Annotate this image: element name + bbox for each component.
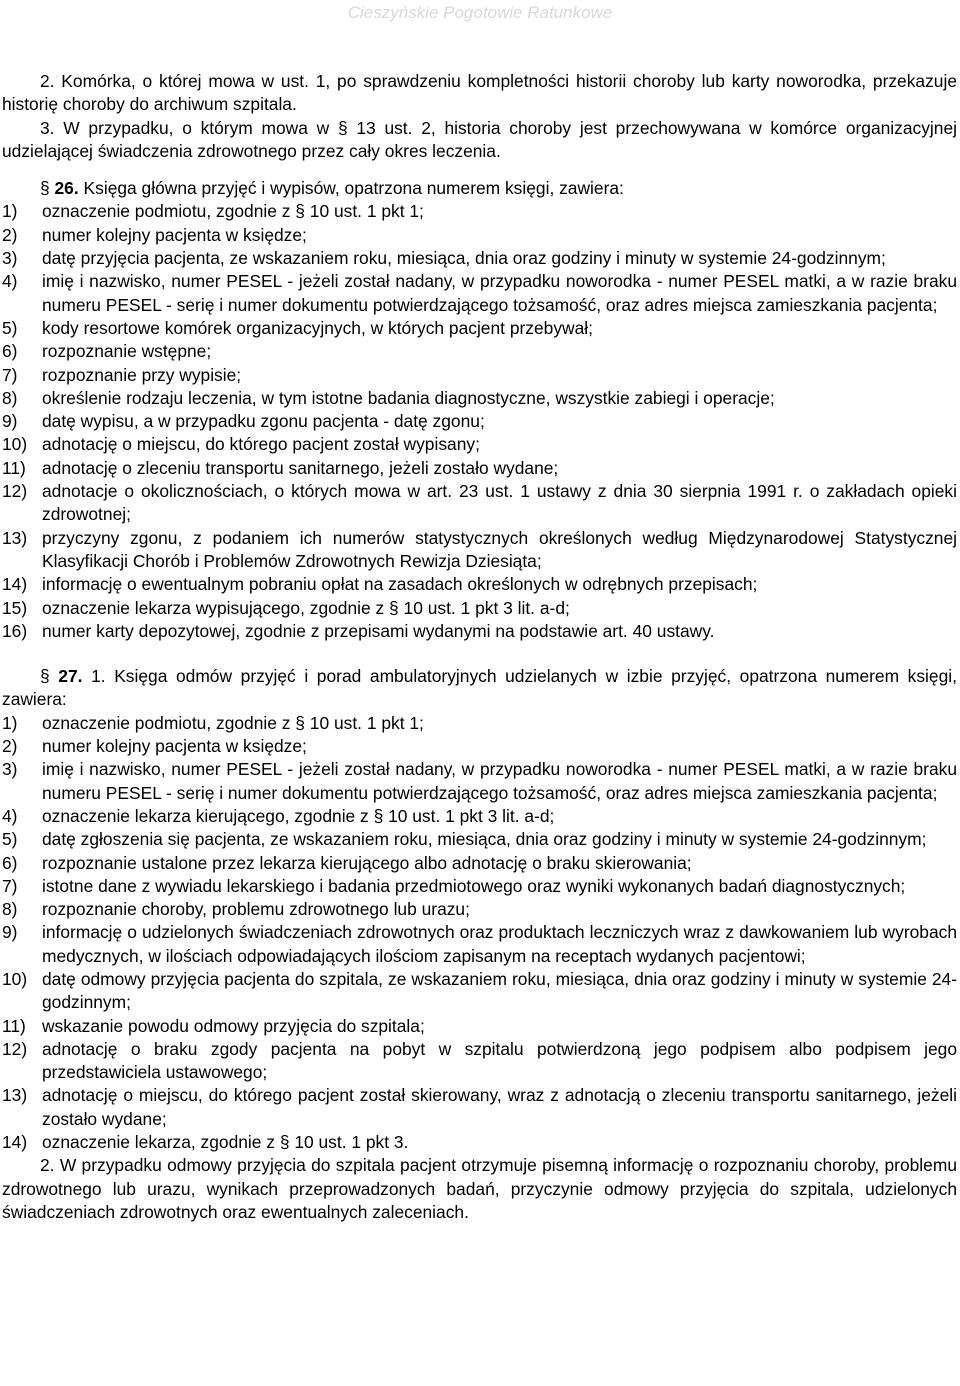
list-item	[2, 620, 957, 643]
section-26-heading	[2, 177, 957, 200]
list-item-number: 12)	[2, 1038, 28, 1059]
list-item-number: 15)	[2, 597, 28, 618]
list-item	[2, 852, 957, 875]
list-item-text: datę odmowy przyjęcia pacjenta do szpitala, ze wskazaniem roku, miesiąca, dnia oraz godziny i minuty w systemie 24-godzinnym;	[42, 968, 957, 1013]
intro-paragraph-2: 2. Komórka, o której mowa w ust. 1, po sprawdzeniu kompletności historii choroby lub karty noworodka, przekazuje historię choroby do archiwum szpitala.	[2, 71, 957, 115]
list-item-text: istotne dane z wywiadu lekarskiego i badania przedmiotowego oraz wyniki wykonanych badań diagnostycznych;	[42, 875, 906, 896]
list-item-number: 8)	[2, 899, 18, 920]
list-item-text: oznaczenie podmiotu, zgodnie z § 10 ust. 1 pkt 1;	[42, 201, 424, 222]
list-item-number: 16)	[2, 620, 28, 641]
list-item-text: rozpoznanie wstępne;	[42, 341, 212, 362]
list-item	[2, 735, 957, 758]
section-sign: §	[40, 178, 50, 199]
list-item-number: 4)	[2, 805, 18, 826]
list-item	[2, 480, 957, 527]
section-27-list	[2, 712, 957, 1155]
list-item	[2, 597, 957, 620]
list-item-number: 13)	[2, 1085, 28, 1106]
section-26-list	[2, 200, 957, 643]
list-item-number: 14)	[2, 1132, 28, 1153]
list-item	[2, 1015, 957, 1038]
list-item	[2, 898, 957, 921]
list-item	[2, 968, 957, 1015]
list-item-text: przyczyny zgonu, z podaniem ich numerów statystycznych określonych według Międzynarodowej Statystycznej Klasyfikacji Chorób i Problemów Zdrowotnych Rewizja Dziesiąta;	[42, 527, 957, 571]
list-item-text: adnotację o miejscu, do którego pacjent został skierowany, wraz z adnotacją o zleceniu transportu sanitarnego, jeżeli zostało wydane;	[42, 1085, 957, 1129]
list-item-text: numer kolejny pacjenta w księdze;	[42, 224, 307, 245]
list-item-number: 11)	[2, 457, 26, 478]
list-item-number: 6)	[2, 852, 18, 873]
list-item-number: 9)	[2, 411, 18, 432]
list-item-number: 10)	[2, 968, 28, 989]
list-item-text: określenie rodzaju leczenia, w tym istotne badania diagnostyczne, wszystkie zabiegi i operacje;	[42, 387, 775, 408]
watermark: Cieszyńskie Pogotowie Ratunkowe	[347, 3, 613, 22]
list-item-number: 3)	[2, 759, 18, 780]
list-item	[2, 410, 957, 433]
list-item-text: informację o udzielonych świadczeniach zdrowotnych oraz produktach leczniczych wraz z dawkowaniem lub wyrobach medycznych, w ilościach odpowiadających ilościom zapisanym na receptach wydanych pacjentowi;	[42, 922, 957, 966]
list-item-text: adnotację o braku zgody pacjenta na pobyt w szpitalu potwierdzoną jego podpisem albo podpisem jego przedstawiciela ustawowego;	[42, 1038, 957, 1083]
list-item-number: 1)	[2, 712, 18, 733]
section-sign: §	[40, 666, 50, 687]
list-item-text: oznaczenie lekarza wypisującego, zgodnie z § 10 ust. 1 pkt 3 lit. a-d;	[42, 597, 570, 618]
list-item-text: wskazanie powodu odmowy przyjęcia do szpitala;	[42, 1015, 425, 1036]
list-item-number: 7)	[2, 364, 18, 385]
section-27-closing: 2. W przypadku odmowy przyjęcia do szpitala pacjent otrzymuje pisemną informację o rozpoznaniu choroby, problemu zdrowotnego lub urazu, wynikach przeprowadzonych badań, przyczynie odmowy przyjęcia do szpitala, udzielonych świadczeniach zdrowotnych oraz ewentualnych zaleceniach.	[2, 1155, 957, 1222]
list-item-number: 1)	[2, 201, 18, 222]
list-item-text: adnotacje o okolicznościach, o których mowa w art. 23 ust. 1 ustawy z dnia 30 sierpnia 1991 r. o zakładach opieki zdrowotnej;	[42, 481, 957, 525]
list-item	[2, 828, 957, 851]
list-item	[2, 573, 957, 596]
list-item	[2, 875, 957, 898]
list-item	[2, 317, 957, 340]
list-item	[2, 200, 957, 223]
list-item-text: oznaczenie podmiotu, zgodnie z § 10 ust. 1 pkt 1;	[42, 712, 424, 733]
list-item	[2, 340, 957, 363]
list-item-text: datę zgłoszenia się pacjenta, ze wskazaniem roku, miesiąca, dnia oraz godziny i minuty w systemie 24-godzinnym;	[42, 829, 927, 850]
list-item-text: rozpoznanie choroby, problemu zdrowotnego lub urazu;	[42, 899, 470, 920]
list-item	[2, 433, 957, 456]
list-item-number: 14)	[2, 574, 28, 595]
list-item-text: datę przyjęcia pacjenta, ze wskazaniem roku, miesiąca, dnia oraz godziny i minuty w systemie 24-godzinnym;	[42, 248, 886, 269]
section-number: 26.	[54, 178, 79, 199]
list-item-number: 5)	[2, 317, 18, 338]
list-item	[2, 247, 957, 270]
list-item-text: rozpoznanie przy wypisie;	[42, 364, 242, 385]
list-item	[2, 1131, 957, 1154]
section-heading-text: 1. Księga odmów przyjęć i porad ambulatoryjnych udzielanych w izbie przyjęć, opatrzona numerem księgi, zawiera:	[2, 666, 957, 710]
intro-paragraph-3: 3. W przypadku, o którym mowa w § 13 ust. 2, historia choroby jest przechowywana w komórce organizacyjnej udzielającej świadczenia zdrowotnego przez cały okres leczenia.	[2, 117, 957, 161]
list-item-text: imię i nazwisko, numer PESEL - jeżeli został nadany, w przypadku noworodka - numer PESEL matki, a w razie braku numeru PESEL - serię i numer dokumentu potwierdzającego tożsamość, oraz adres miejsca zamieszkania pacjenta;	[42, 759, 957, 803]
list-item	[2, 1084, 957, 1131]
list-item-text: datę wypisu, a w przypadku zgonu pacjenta - datę zgonu;	[42, 411, 485, 432]
list-item	[2, 527, 957, 574]
list-item	[2, 758, 957, 805]
list-item	[2, 712, 957, 735]
list-item-number: 6)	[2, 341, 18, 362]
list-item	[2, 387, 957, 410]
list-item-text: oznaczenie lekarza, zgodnie z § 10 ust. 1 pkt 3.	[42, 1132, 409, 1153]
list-item-text: kody resortowe komórek organizacyjnych, w których pacjent przebywał;	[42, 317, 593, 338]
list-item-number: 8)	[2, 387, 18, 408]
list-item-text: numer kolejny pacjenta w księdze;	[42, 736, 307, 757]
section-27-heading	[2, 665, 957, 712]
list-item	[2, 364, 957, 387]
list-item-text: rozpoznanie ustalone przez lekarza kierującego albo adnotację o braku skierowania;	[42, 852, 692, 873]
list-item-number: 10)	[2, 434, 28, 455]
list-item-text: numer karty depozytowej, zgodnie z przepisami wydanymi na podstawie art. 40 ustawy.	[42, 620, 715, 641]
list-item-number: 2)	[2, 736, 18, 757]
section-heading-text: Księga główna przyjęć i wypisów, opatrzona numerem księgi, zawiera:	[83, 178, 624, 199]
section-number: 27.	[58, 666, 83, 687]
list-item-number: 3)	[2, 248, 18, 269]
list-item-text: adnotację o zleceniu transportu sanitarnego, jeżeli zostało wydane;	[42, 457, 559, 478]
list-item-number: 9)	[2, 922, 18, 943]
list-item-text: imię i nazwisko, numer PESEL - jeżeli został nadany, w przypadku noworodka - numer PESEL matki, a w razie braku numeru PESEL - serię i numer dokumentu potwierdzającego tożsamość, oraz adres miejsca zamieszkania pacjenta;	[42, 271, 957, 315]
list-item-text: informację o ewentualnym pobraniu opłat na zasadach określonych w odrębnych przepisach;	[42, 574, 758, 595]
document-body	[2, 70, 957, 1224]
list-item-number: 13)	[2, 527, 28, 548]
list-item-text: adnotację o miejscu, do którego pacjent został wypisany;	[42, 434, 480, 455]
list-item-number: 2)	[2, 224, 18, 245]
list-item-number: 4)	[2, 271, 18, 292]
list-item	[2, 270, 957, 317]
list-item	[2, 457, 957, 480]
list-item-number: 11)	[2, 1015, 26, 1036]
list-item-number: 7)	[2, 875, 18, 896]
list-item	[2, 921, 957, 968]
list-item-text: oznaczenie lekarza kierującego, zgodnie z § 10 ust. 1 pkt 3 lit. a-d;	[42, 805, 555, 826]
list-item-number: 12)	[2, 481, 28, 502]
list-item	[2, 1038, 957, 1085]
list-item	[2, 224, 957, 247]
list-item-number: 5)	[2, 829, 18, 850]
list-item	[2, 805, 957, 828]
